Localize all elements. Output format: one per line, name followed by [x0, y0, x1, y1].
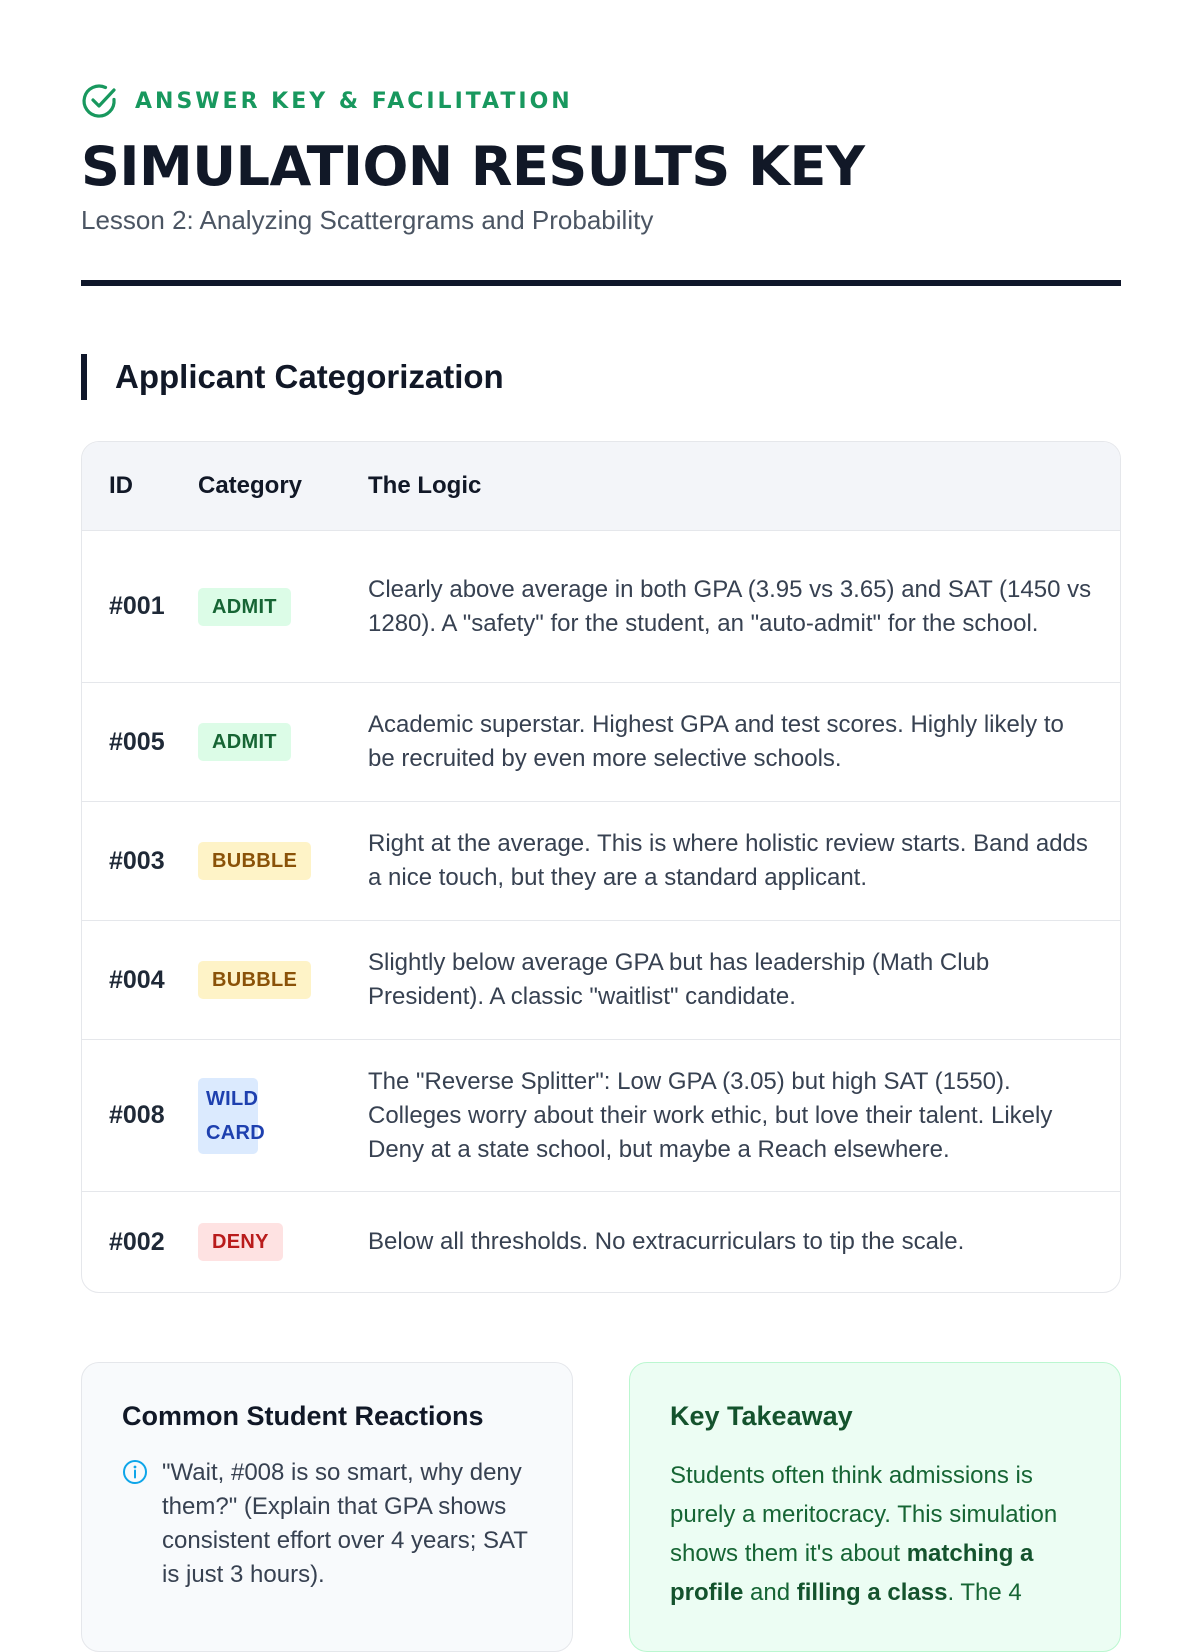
takeaway-card [629, 1362, 1121, 1652]
reaction-text: "Wait, #008 is so smart, why deny them?" (Explain that GPA shows consistent effort over 4 years; SAT is just 3 hours). [162, 1459, 528, 1588]
logic-text: Slightly below average GPA but has leadership (Math Club President). A classic "waitlist" candidate. [368, 921, 1120, 1040]
section-heading [81, 354, 504, 400]
logic-text: Right at the average. This is where holistic review starts. Band adds a nice touch, but they are a standard applicant. [368, 802, 1120, 921]
table-row [82, 921, 1120, 1040]
takeaway-emphasis: filling a class [796, 1579, 948, 1606]
reactions-card [81, 1362, 573, 1652]
table-row [82, 1040, 1120, 1192]
eyebrow [81, 82, 573, 120]
table-header-row [82, 442, 1120, 531]
applicant-id: #004 [82, 921, 198, 1040]
takeaway-text-part: . The 4 [947, 1579, 1022, 1606]
category-badge: BUBBLE [198, 961, 311, 999]
applicant-id: #002 [109, 1227, 165, 1256]
reaction-item [122, 1456, 532, 1592]
table-row [82, 802, 1120, 921]
column-header-id: ID [82, 442, 198, 531]
logic-text: Clearly above average in both GPA (3.95 vs 3.65) and SAT (1450 vs 1280). A "safety" for the student, an "auto-admit" for the school. [368, 531, 1120, 683]
page-subtitle: Lesson 2: Analyzing Scattergrams and Probability [81, 205, 654, 235]
header-divider [81, 280, 1121, 286]
category-badge: WILD CARD [198, 1078, 258, 1154]
takeaway-text-part: and [743, 1579, 797, 1606]
table-row [82, 683, 1120, 802]
category-badge: ADMIT [198, 723, 291, 761]
info-icon [122, 1459, 148, 1485]
logic-text: The "Reverse Splitter": Low GPA (3.05) but high SAT (1550). Colleges worry about their work ethic, but love their talent. Likely Deny at a state school, but maybe a Reach elsewhere. [368, 1040, 1120, 1192]
takeaway-text-part: Students often think admissions is purely a meritocracy. This simulation shows them it's about [670, 1462, 1058, 1567]
table-row [82, 531, 1120, 683]
column-header-category: Category [198, 442, 368, 531]
applicant-id: #001 [82, 531, 198, 683]
applicant-id: #003 [82, 802, 198, 921]
column-header-logic: The Logic [368, 442, 1120, 531]
categorization-table [81, 441, 1121, 1293]
eyebrow-label: ANSWER KEY & FACILITATION [135, 88, 573, 114]
reactions-title: Common Student Reactions [122, 1401, 484, 1431]
applicant-id: #005 [82, 683, 198, 802]
logic-text: Academic superstar. Highest GPA and test scores. Highly likely to be recruited by even more selective schools. [368, 683, 1120, 802]
check-circle-icon [81, 82, 119, 120]
category-badge: DENY [198, 1223, 283, 1261]
applicant-id: #008 [82, 1040, 198, 1192]
takeaway-title: Key Takeaway [670, 1401, 853, 1431]
category-badge: ADMIT [198, 588, 291, 626]
table-row [82, 1192, 1120, 1293]
logic-text: Below all thresholds. No extracurriculars to tip the scale. [368, 1228, 965, 1256]
takeaway-emphasis: matching a profile [670, 1540, 1034, 1606]
section-accent-bar [81, 354, 87, 400]
category-badge: BUBBLE [198, 842, 311, 880]
section-title: Applicant Categorization [115, 358, 504, 395]
page-title: SIMULATION RESULTS KEY [81, 135, 865, 198]
takeaway-text [670, 1456, 1080, 1612]
